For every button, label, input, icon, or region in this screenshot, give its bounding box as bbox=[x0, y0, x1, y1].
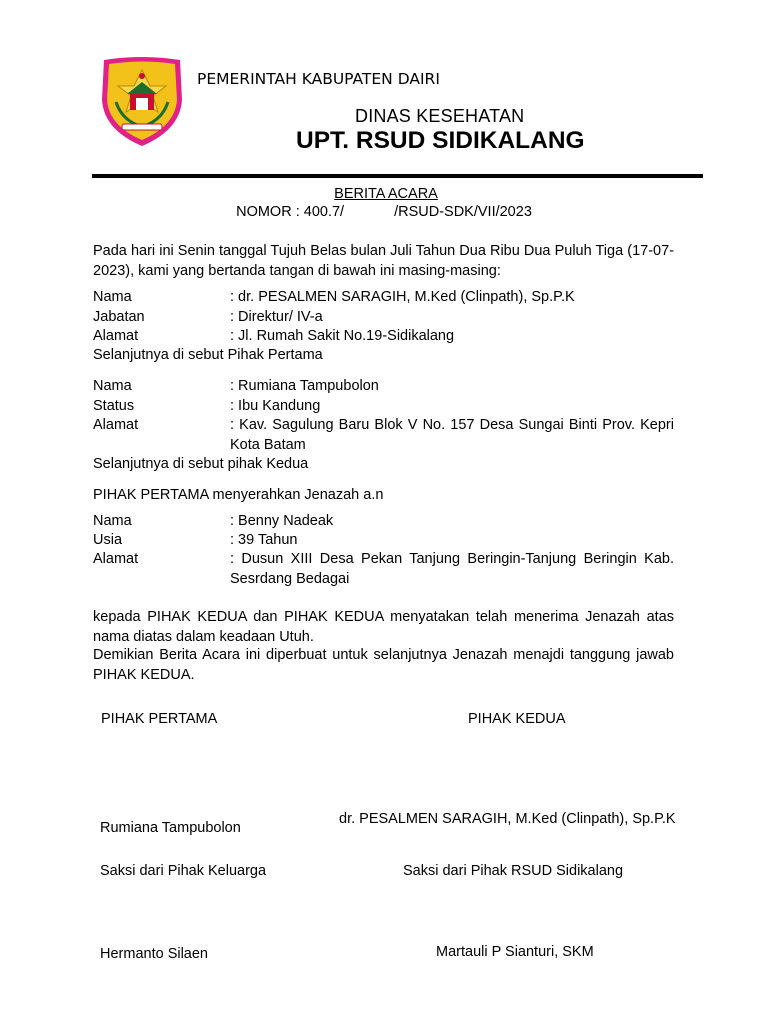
deceased-row-address bbox=[93, 550, 674, 589]
intro-paragraph: Pada hari ini Senin tanggal Tujuh Belas bulan Juli Tahun Dua Ribu Dua Puluh Tiga (17-07-2023), kami yang bertanda tangan di bawah ini masing-masing: bbox=[93, 243, 674, 279]
dairi-regency-emblem-logo bbox=[94, 52, 190, 148]
signature-name-right: dr. PESALMEN SARAGIH, M.Ked (Clinpath), Sp.P.K bbox=[339, 811, 676, 827]
field-label: Usia bbox=[93, 532, 123, 548]
field-label: Nama bbox=[93, 378, 132, 394]
witness-heading-family: Saksi dari Pihak Keluarga bbox=[100, 863, 267, 879]
document-title: BERITA ACARA bbox=[334, 186, 438, 202]
field-value: : Kav. Sagulung Baru Blok V No. 157 Desa Sungai Binti Prov. Kepri Kota Batam bbox=[230, 417, 674, 453]
field-value: : Jl. Rumah Sakit No.19-Sidikalang bbox=[230, 328, 455, 344]
signature-heading-party1: PIHAK PERTAMA bbox=[101, 711, 218, 727]
field-value: : Benny Nadeak bbox=[230, 513, 334, 529]
party2-closing: Selanjutnya di sebut pihak Kedua bbox=[93, 456, 309, 472]
party2-row-status bbox=[93, 397, 674, 417]
field-label: Nama bbox=[93, 513, 132, 529]
signature-heading-party2: PIHAK KEDUA bbox=[468, 711, 566, 727]
field-label: Alamat bbox=[93, 417, 139, 433]
field-label: Jabatan bbox=[93, 308, 145, 325]
field-value: : Ibu Kandung bbox=[230, 398, 321, 414]
party1-row-position bbox=[93, 308, 674, 328]
letterhead-agency-line: DINAS KESEHATAN bbox=[355, 106, 525, 126]
deceased-row-age bbox=[93, 531, 674, 551]
letterhead-divider bbox=[92, 174, 703, 178]
field-label: Nama bbox=[93, 289, 132, 305]
field-label: Alamat bbox=[93, 328, 139, 344]
deceased-row-name bbox=[93, 512, 674, 532]
letterhead-government-line: PEMERINTAH KABUPATEN DAIRI bbox=[197, 70, 440, 88]
letterhead-hospital-name: UPT. RSUD SIDIKALANG bbox=[296, 127, 585, 154]
party1-closing: Selanjutnya di sebut Pihak Pertama bbox=[93, 347, 323, 363]
witness-heading-hospital: Saksi dari Pihak RSUD Sidikalang bbox=[403, 863, 624, 879]
witness-name-family: Hermanto Silaen bbox=[100, 946, 208, 962]
party1-row-name bbox=[93, 288, 674, 308]
field-value: : 39 Tahun bbox=[230, 532, 298, 548]
field-value: : Rumiana Tampubolon bbox=[230, 378, 379, 394]
party1-row-address bbox=[93, 327, 674, 347]
closing-statement: Demikian Berita Acara ini diperbuat untuk selanjutnya Jenazah menajdi tanggung jawab PIHAK KEDUA. bbox=[93, 647, 674, 683]
field-label: Alamat bbox=[93, 551, 139, 567]
party2-row-address bbox=[93, 416, 674, 455]
handover-line: PIHAK PERTAMA menyerahkan Jenazah a.n bbox=[93, 487, 384, 503]
field-label: Status bbox=[93, 398, 135, 414]
signature-name-left: Rumiana Tampubolon bbox=[100, 820, 241, 836]
document-number: NOMOR : 400.7/ /RSUD-SDK/VII/2023 bbox=[236, 204, 532, 220]
field-value: : Dusun XIII Desa Pekan Tanjung Beringin-Tanjung Beringin Kab. Sesrdang Bedagai bbox=[230, 551, 674, 587]
party2-row-name bbox=[93, 377, 674, 397]
field-value: : Direktur/ IV-a bbox=[230, 308, 323, 325]
field-value: : dr. PESALMEN SARAGIH, M.Ked (Clinpath), Sp.P.K bbox=[230, 289, 575, 305]
acceptance-statement: kepada PIHAK KEDUA dan PIHAK KEDUA menyatakan telah menerima Jenazah atas nama diatas dalam keadaan Utuh. bbox=[93, 609, 674, 645]
witness-name-hospital: Martauli P Sianturi, SKM bbox=[436, 944, 594, 960]
